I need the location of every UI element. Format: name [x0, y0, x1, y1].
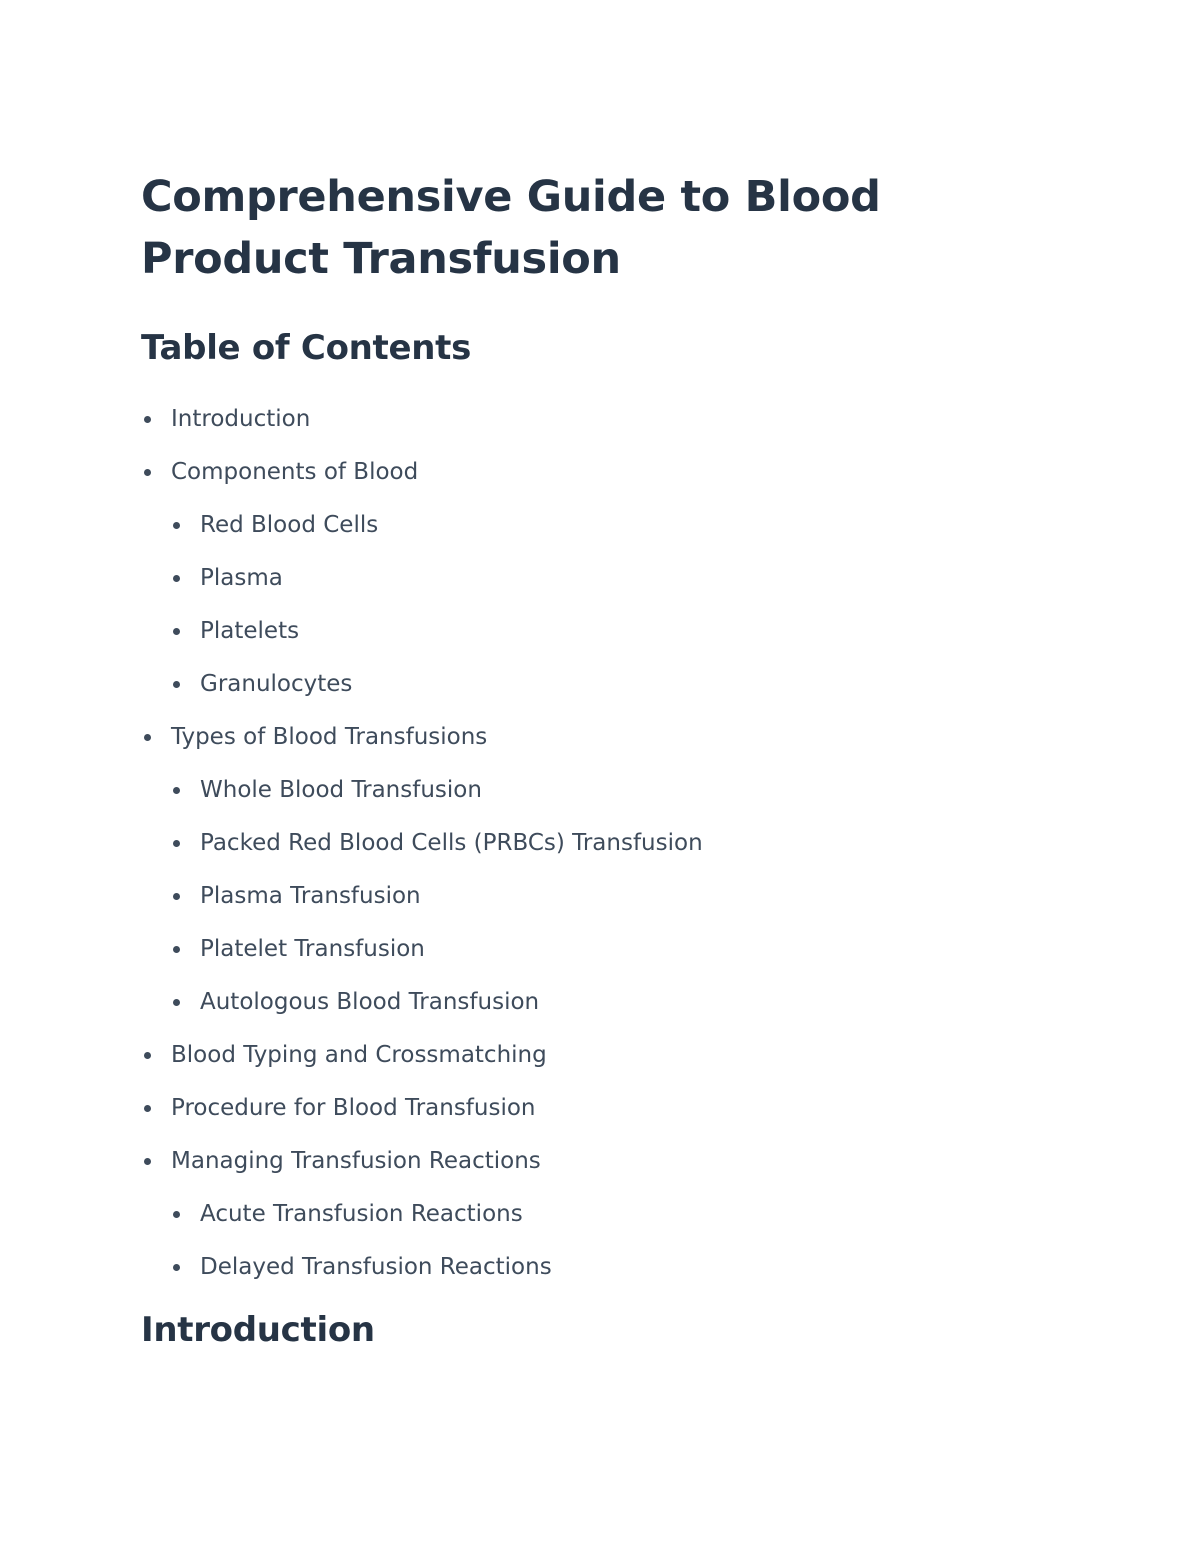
- bullet-icon: [173, 1211, 180, 1218]
- toc-item-label: Delayed Transfusion Reactions: [200, 1254, 552, 1280]
- toc-item[interactable]: [141, 393, 1081, 446]
- bullet-icon: [144, 1105, 151, 1112]
- toc-item[interactable]: [141, 1135, 1081, 1188]
- toc-item-label: Procedure for Blood Transfusion: [171, 1095, 536, 1121]
- toc-item-label: Platelets: [200, 618, 300, 644]
- toc-item-label: Plasma Transfusion: [200, 883, 421, 909]
- toc-item[interactable]: [141, 1241, 1081, 1294]
- toc-item[interactable]: [141, 1188, 1081, 1241]
- toc-item-label: Managing Transfusion Reactions: [171, 1148, 541, 1174]
- toc-item[interactable]: [141, 711, 1081, 764]
- toc-item[interactable]: [141, 923, 1081, 976]
- toc-item[interactable]: [141, 817, 1081, 870]
- toc-item-label: Platelet Transfusion: [200, 936, 425, 962]
- toc-item-label: Plasma: [200, 565, 283, 591]
- toc-item-label: Packed Red Blood Cells (PRBCs) Transfusion: [200, 830, 703, 856]
- toc-heading: Table of Contents: [141, 328, 472, 368]
- section-heading-introduction: Introduction: [141, 1310, 375, 1350]
- bullet-icon: [173, 787, 180, 794]
- table-of-contents: [141, 393, 1081, 1294]
- bullet-icon: [144, 1052, 151, 1059]
- document-page: [141, 166, 1081, 1354]
- bullet-icon: [173, 999, 180, 1006]
- bullet-icon: [144, 469, 151, 476]
- bullet-icon: [144, 1158, 151, 1165]
- toc-item[interactable]: [141, 446, 1081, 499]
- bullet-icon: [173, 575, 180, 582]
- bullet-icon: [173, 1264, 180, 1271]
- toc-item[interactable]: [141, 499, 1081, 552]
- toc-item[interactable]: [141, 1029, 1081, 1082]
- bullet-icon: [173, 681, 180, 688]
- toc-item[interactable]: [141, 1082, 1081, 1135]
- toc-item-label: Granulocytes: [200, 671, 353, 697]
- toc-item-label: Autologous Blood Transfusion: [200, 989, 540, 1015]
- toc-item[interactable]: [141, 605, 1081, 658]
- toc-item-label: Introduction: [171, 406, 311, 432]
- toc-item[interactable]: [141, 976, 1081, 1029]
- document-title: Comprehensive Guide to Blood Product Transfusion: [141, 172, 881, 284]
- toc-item-label: Blood Typing and Crossmatching: [171, 1042, 547, 1068]
- toc-item[interactable]: [141, 658, 1081, 711]
- bullet-icon: [144, 734, 151, 741]
- bullet-icon: [173, 522, 180, 529]
- bullet-icon: [144, 416, 151, 423]
- bullet-icon: [173, 840, 180, 847]
- toc-item-label: Acute Transfusion Reactions: [200, 1201, 523, 1227]
- toc-item-label: Components of Blood: [171, 459, 419, 485]
- bullet-icon: [173, 946, 180, 953]
- toc-item[interactable]: [141, 552, 1081, 605]
- toc-item[interactable]: [141, 764, 1081, 817]
- bullet-icon: [173, 628, 180, 635]
- bullet-icon: [173, 893, 180, 900]
- toc-item-label: Types of Blood Transfusions: [171, 724, 488, 750]
- toc-item-label: Whole Blood Transfusion: [200, 777, 482, 803]
- toc-item[interactable]: [141, 870, 1081, 923]
- toc-item-label: Red Blood Cells: [200, 512, 379, 538]
